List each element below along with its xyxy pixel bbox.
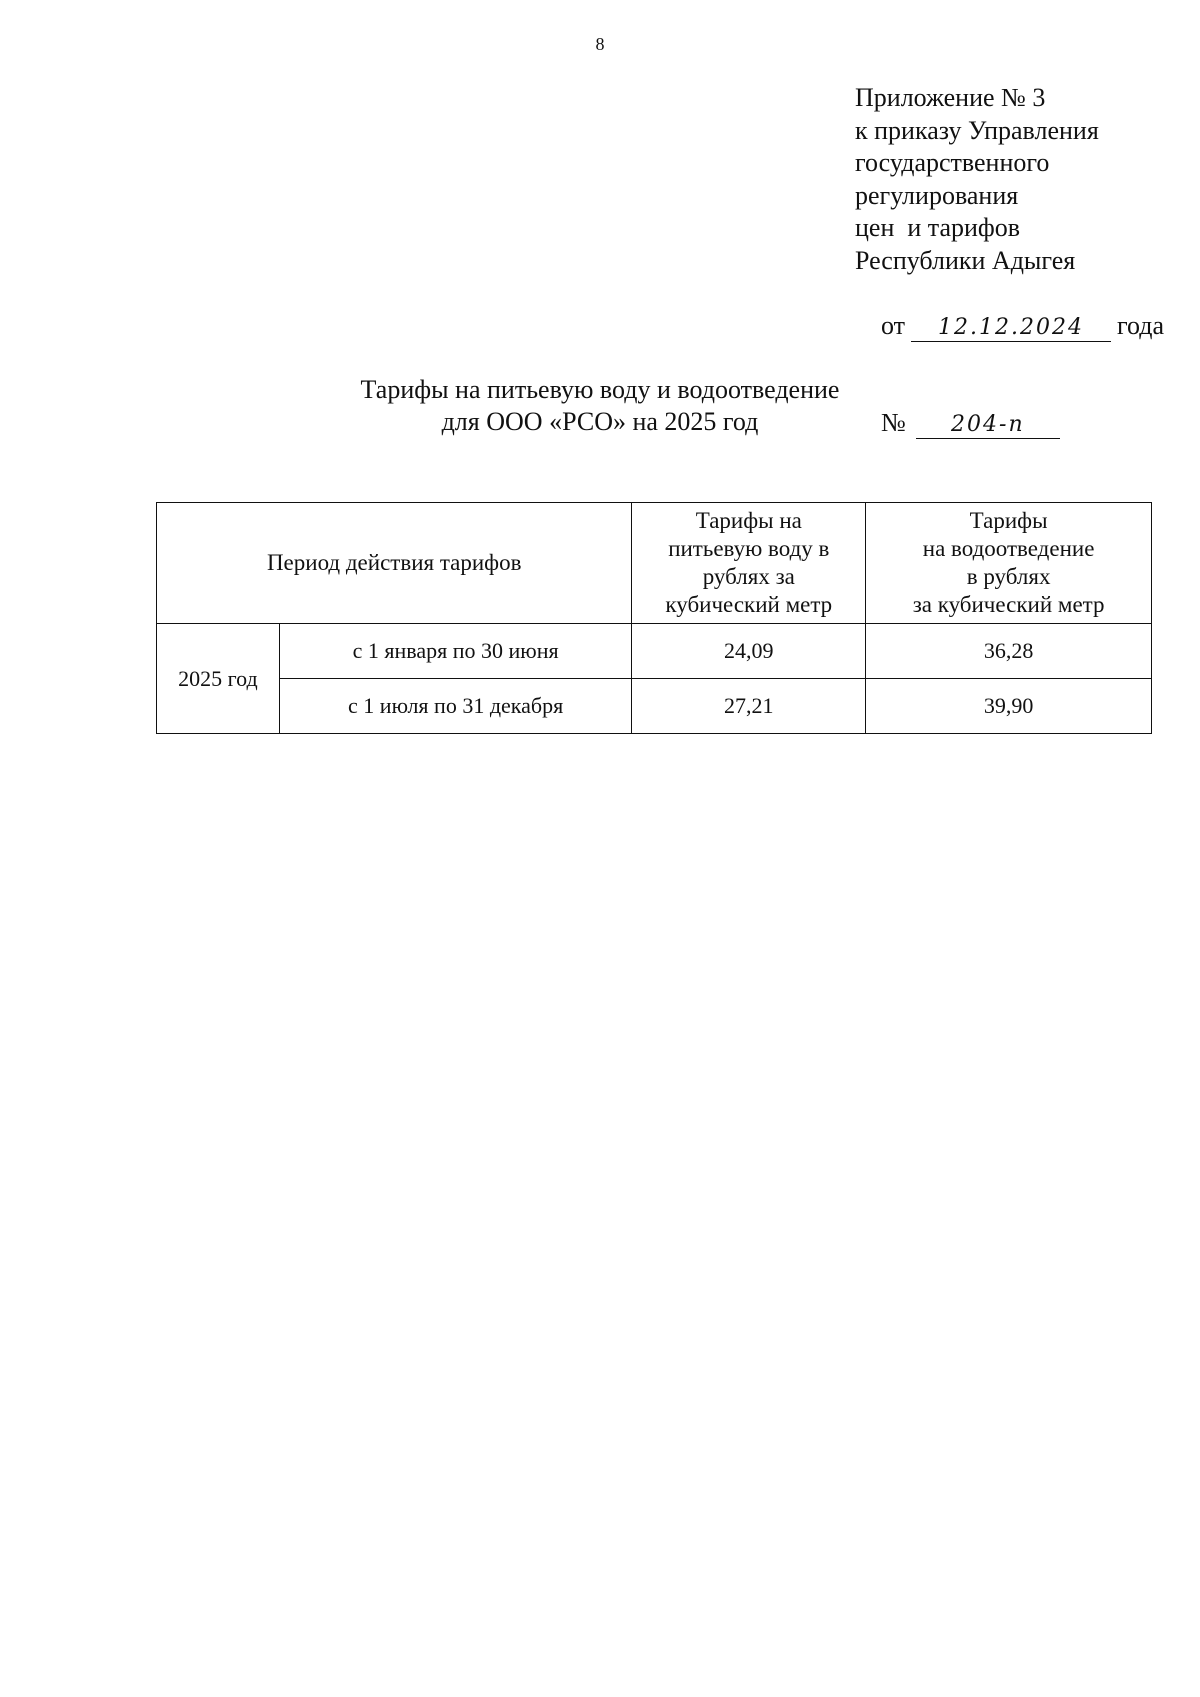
header-water-line: рублях за (702, 564, 795, 589)
header-period: Период действия тарифов (157, 503, 632, 624)
period-cell: с 1 июля по 31 декабря (279, 679, 632, 734)
date-suffix: года (1117, 310, 1165, 340)
year-cell: 2025 год (157, 624, 280, 734)
water-tariff-cell: 27,21 (632, 679, 866, 734)
header-water-line: Тарифы на (695, 508, 802, 533)
sewage-tariff-cell: 39,90 (866, 679, 1152, 734)
appendix-line: к приказу Управления (855, 115, 1099, 145)
appendix-line: Приложение № 3 (855, 83, 1046, 112)
header-water-line: питьевую воду в (668, 536, 830, 561)
water-tariff-cell: 24,09 (632, 624, 866, 679)
period-cell: с 1 января по 30 июня (279, 624, 632, 679)
header-sewage (866, 503, 1152, 624)
handwritten-number: 204-п (916, 412, 1060, 439)
page-number: 8 (595, 34, 605, 54)
appendix-line: Республики Адыгея (855, 245, 1076, 275)
title-line-2: для ООО «РСО» на 2025 год (441, 407, 759, 436)
appendix-line: регулирования (855, 180, 1019, 210)
date-prefix: от (881, 310, 906, 340)
handwritten-date: 12.12.2024 (911, 315, 1111, 342)
header-sewage-line: на водоотведение (922, 536, 1095, 561)
document-title (0, 374, 1200, 438)
tariff-table (156, 502, 1152, 734)
title-line-1: Тарифы на питьевую воду и водоотведение (360, 375, 840, 404)
appendix-date-line (855, 277, 1164, 375)
table-row (157, 624, 1152, 679)
table-header-row (157, 503, 1152, 624)
header-sewage-line: в рублях (966, 564, 1051, 589)
appendix-line: цен и тарифов (855, 213, 1021, 242)
table-row (157, 679, 1152, 734)
header-sewage-line: Тарифы (969, 508, 1048, 533)
number-prefix: № (881, 408, 906, 437)
sewage-tariff-cell: 36,28 (866, 624, 1152, 679)
header-sewage-line: за кубический метр (912, 592, 1105, 617)
header-water (632, 503, 866, 624)
header-water-line: кубический метр (665, 592, 833, 617)
appendix-line: государственного (855, 148, 1050, 177)
